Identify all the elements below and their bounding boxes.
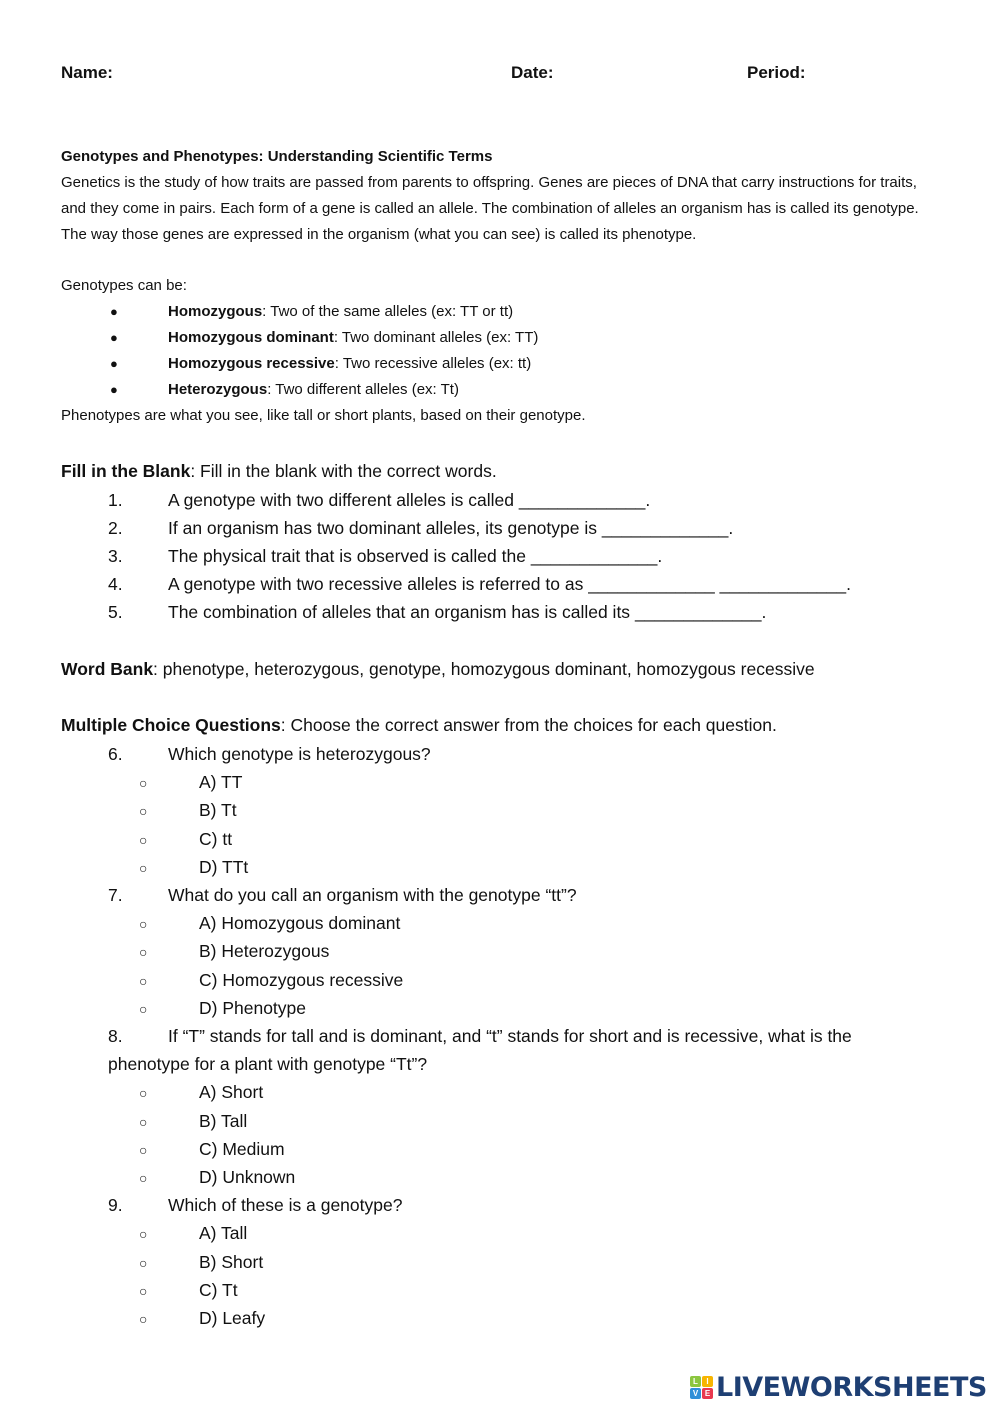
radio-circle-icon[interactable]: ○	[139, 775, 148, 792]
fill-blank-heading	[61, 461, 497, 482]
date-label: Date:	[511, 63, 554, 82]
option-label[interactable]: D) Phenotype	[199, 997, 307, 1018]
item-number: 5.	[108, 602, 123, 622]
answer-blank[interactable]: _____________.	[634, 602, 767, 622]
radio-circle-icon[interactable]: ○	[139, 831, 148, 848]
question-text: A genotype with two recessive alleles is referred to as	[168, 574, 584, 594]
item-text	[168, 518, 733, 539]
bullet-term: Heterozygous	[168, 381, 268, 398]
genotypes-lead: Genotypes can be:	[61, 277, 187, 294]
radio-circle-icon[interactable]: ○	[139, 1141, 148, 1158]
item-number: 1.	[108, 490, 123, 510]
fill-blank-title: Fill in the Blank	[61, 461, 191, 481]
radio-circle-icon[interactable]: ○	[139, 1000, 148, 1017]
mc-title: Multiple Choice Questions	[61, 715, 281, 735]
radio-circle-icon[interactable]: ○	[139, 944, 148, 961]
question-text: The combination of alleles that an organism has is called its	[168, 602, 631, 622]
option-label[interactable]: A) Tall	[199, 1223, 248, 1244]
question-text: If “T” stands for tall and is dominant, and “t” stands for short and is recessive, what is the	[168, 1026, 852, 1046]
option-label[interactable]: A) TT	[199, 772, 243, 793]
item-number: 4.	[108, 574, 123, 594]
option-label[interactable]: C) Homozygous recessive	[199, 969, 404, 990]
question-number: 8.	[108, 1026, 123, 1046]
radio-circle-icon[interactable]: ○	[139, 916, 148, 933]
option-label[interactable]: D) Unknown	[199, 1167, 296, 1187]
bullet-icon: ●	[110, 330, 118, 345]
bullet-text	[168, 329, 538, 346]
answer-blank[interactable]: _____________.	[518, 490, 651, 510]
logo-letter: L	[690, 1376, 701, 1387]
bullet-icon: ●	[110, 304, 118, 319]
option-label[interactable]: D) TTt	[199, 856, 249, 877]
question-text: A genotype with two different alleles is called	[168, 490, 514, 510]
radio-circle-icon[interactable]: ○	[139, 1170, 148, 1186]
radio-circle-icon[interactable]: ○	[139, 803, 148, 820]
option-label[interactable]: B) Tt	[199, 800, 237, 821]
bullet-text	[168, 381, 459, 398]
bullet-icon: ●	[110, 382, 118, 397]
option-label[interactable]: B) Tall	[199, 1110, 248, 1131]
live-logo-icon	[690, 1376, 713, 1399]
bullet-term: Homozygous recessive	[168, 355, 335, 372]
logo-letter: I	[702, 1376, 713, 1387]
option-label[interactable]: B) Short	[199, 1251, 264, 1272]
item-text	[168, 574, 851, 595]
intro-title: Genotypes and Phenotypes: Understanding Scientific Terms	[61, 148, 493, 165]
question-text: If an organism has two dominant alleles, its genotype is	[168, 518, 597, 538]
item-text	[168, 602, 766, 623]
radio-circle-icon[interactable]: ○	[139, 1085, 148, 1102]
bullet-term: Homozygous dominant	[168, 329, 334, 346]
bullet-term: Homozygous	[168, 303, 263, 320]
mc-heading	[61, 715, 777, 736]
mc-instruction: : Choose the correct answer from the choices for each question.	[280, 715, 777, 735]
word-bank-title: Word Bank	[61, 659, 154, 679]
question-number: 9.	[108, 1195, 123, 1216]
phenotype-note: Phenotypes are what you see, like tall or short plants, based on their genotype.	[61, 407, 586, 424]
option-label[interactable]: A) Short	[199, 1082, 264, 1103]
option-label[interactable]: C) tt	[199, 828, 233, 849]
intro-paragraph: Genetics is the study of how traits are passed from parents to offspring. Genes are pieces of DNA that carry instructions for traits, and they come in pairs. Each form of a gene is called an allele. The combination of alleles an organism has is called its genotype. The way those genes are expressed in the organism (what you can see) is called its phenotype.	[61, 174, 919, 243]
logo-text: LIVEWORKSHEETS	[716, 1372, 987, 1403]
logo-letter: E	[702, 1388, 713, 1399]
question-number: 6.	[108, 744, 123, 764]
word-bank	[61, 659, 815, 680]
question-text: What do you call an organism with the genotype “tt”?	[168, 885, 577, 905]
bullet-desc: : Two dominant alleles (ex: TT)	[333, 329, 539, 346]
bullet-desc: : Two different alleles (ex: Tt)	[267, 381, 459, 398]
bullet-desc: : Two recessive alleles (ex: tt)	[334, 355, 532, 372]
period-label: Period:	[747, 63, 806, 82]
bullet-desc: : Two of the same alleles (ex: TT or tt)	[262, 303, 514, 320]
answer-blank[interactable]: _____________.	[601, 518, 734, 538]
answer-blank[interactable]: _____________ _____________.	[588, 574, 851, 594]
radio-circle-icon[interactable]: ○	[139, 1226, 148, 1243]
radio-circle-icon[interactable]: ○	[139, 1282, 148, 1299]
option-label[interactable]: A) Homozygous dominant	[199, 913, 401, 934]
item-text	[168, 490, 650, 511]
question-text: Which of these is a genotype?	[168, 1195, 403, 1216]
item-number: 3.	[108, 546, 123, 566]
item-text	[168, 546, 662, 567]
bullet-text	[168, 303, 513, 320]
option-label[interactable]: C) Tt	[199, 1279, 238, 1300]
radio-circle-icon[interactable]: ○	[139, 859, 148, 876]
bullet-icon: ●	[110, 356, 118, 371]
radio-circle-icon[interactable]: ○	[139, 1113, 148, 1130]
question-text: Which genotype is heterozygous?	[168, 744, 431, 764]
question-text: The physical trait that is observed is called the	[168, 546, 526, 566]
radio-circle-icon[interactable]: ○	[139, 972, 148, 989]
fill-blank-instruction: : Fill in the blank with the correct words.	[190, 461, 497, 481]
option-label[interactable]: D) Leafy	[199, 1308, 266, 1328]
question-number: 7.	[108, 885, 123, 905]
liveworksheets-logo	[690, 1372, 987, 1403]
option-label[interactable]: C) Medium	[199, 1138, 285, 1159]
name-label: Name:	[61, 63, 113, 82]
bullet-text	[168, 355, 531, 372]
logo-letter: V	[690, 1388, 701, 1399]
radio-circle-icon[interactable]: ○	[139, 1254, 148, 1271]
answer-blank[interactable]: _____________.	[530, 546, 663, 566]
radio-circle-icon[interactable]: ○	[139, 1311, 148, 1327]
question-text-continued: phenotype for a plant with genotype “Tt”?	[108, 1054, 428, 1075]
word-bank-words: : phenotype, heterozygous, genotype, homozygous dominant, homozygous recessive	[153, 659, 815, 679]
item-number: 2.	[108, 518, 123, 538]
option-label[interactable]: B) Heterozygous	[199, 941, 330, 962]
